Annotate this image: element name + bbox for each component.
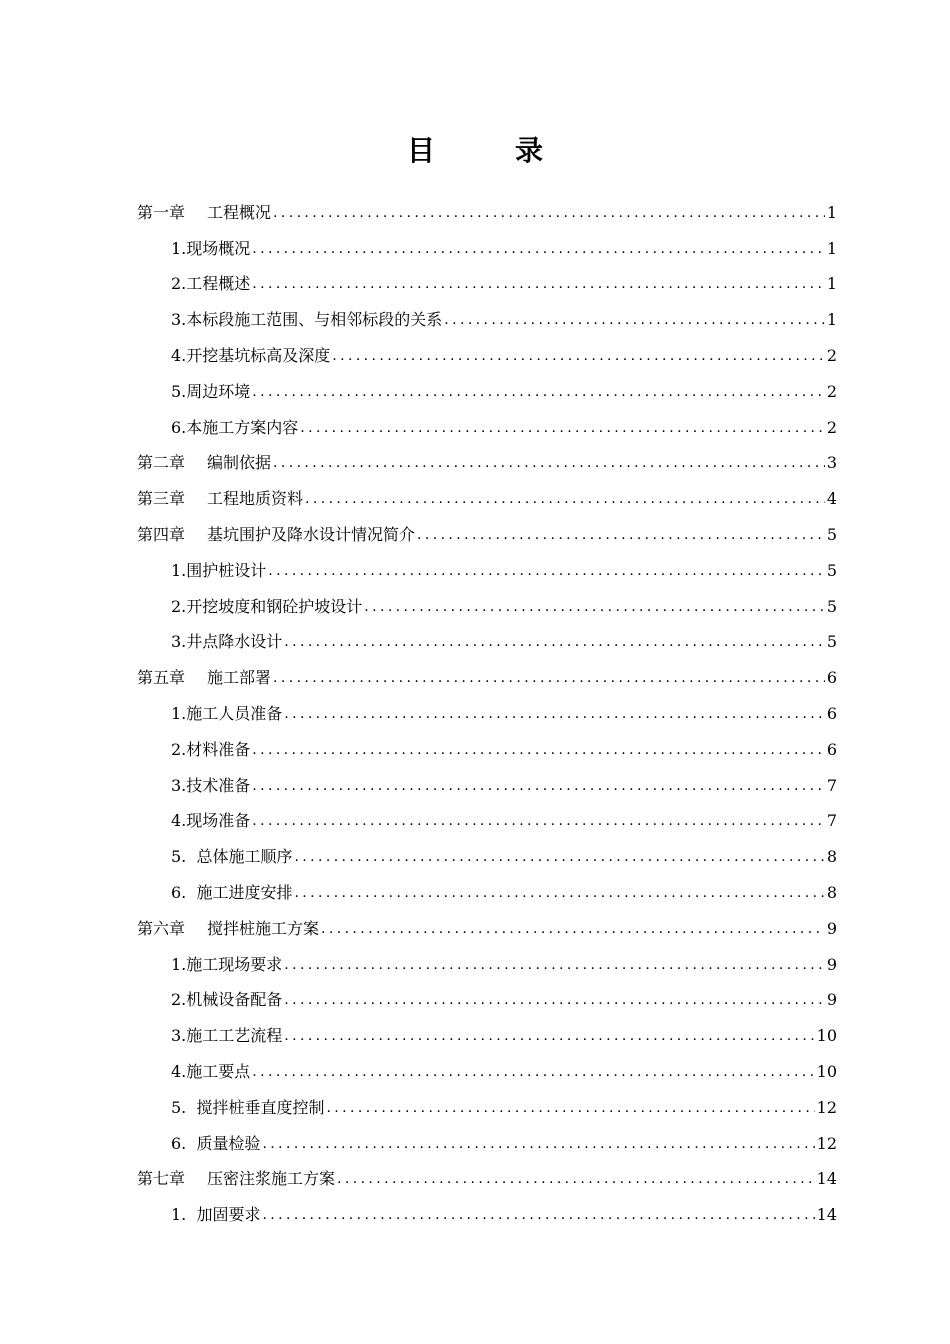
toc-page-number: 10 [816, 1026, 837, 1046]
toc-chapter-entry[interactable] [137, 904, 837, 940]
toc-entry-label: 编制依据 [207, 453, 272, 473]
toc-entry-title [171, 1133, 260, 1155]
toc-entry-label: 3.本标段施工范围、与相邻标段的关系 [171, 310, 443, 330]
toc-leader-dots [284, 989, 825, 1011]
toc-entry-title [171, 631, 282, 653]
toc-leader-dots [284, 703, 825, 725]
toc-leader-dots [273, 202, 825, 224]
toc-page-number: 1 [826, 310, 837, 330]
toc-leader-dots [268, 560, 825, 582]
toc-leader-dots [273, 452, 825, 474]
toc-section-entry[interactable] [137, 832, 837, 868]
toc-page-number: 14 [816, 1169, 837, 1189]
toc-leader-dots [252, 238, 825, 260]
toc-section-entry[interactable] [137, 761, 837, 797]
toc-entry-label: 1.现场概况 [171, 238, 251, 258]
toc-page-number: 7 [826, 775, 837, 795]
toc-leader-dots [305, 488, 825, 510]
toc-page-number: 5 [826, 632, 837, 652]
toc-section-entry[interactable] [137, 260, 837, 296]
toc-chapter-number: 第二章 [137, 453, 186, 473]
toc-section-entry[interactable] [137, 940, 837, 976]
toc-section-entry[interactable] [137, 976, 837, 1012]
toc-page-number: 9 [826, 954, 837, 974]
toc-entry-title [171, 1204, 260, 1226]
toc-page-number: 6 [826, 703, 837, 723]
toc-entry-label: 6. 施工进度安排 [171, 882, 293, 902]
toc-page-number: 14 [816, 1205, 837, 1225]
toc-chapter-number: 第六章 [137, 918, 186, 938]
toc-page-number: 8 [826, 882, 837, 902]
toc-page-number: 9 [826, 990, 837, 1010]
toc-section-entry[interactable] [137, 797, 837, 833]
toc-entry-label: 5.周边环境 [171, 381, 251, 401]
toc-entry-label: 2.材料准备 [171, 739, 251, 759]
toc-leader-dots [321, 918, 825, 940]
toc-entry-title [171, 882, 292, 904]
toc-page-number: 5 [826, 560, 837, 580]
toc-section-entry[interactable] [137, 1083, 837, 1119]
toc-entry-title [171, 381, 250, 403]
toc-entry-label: 5. 总体施工顺序 [171, 847, 293, 867]
toc-leader-dots [294, 882, 824, 904]
toc-section-entry[interactable] [137, 224, 837, 260]
toc-entry-title [137, 452, 271, 474]
toc-chapter-entry[interactable] [137, 439, 837, 475]
toc-page-number: 12 [816, 1097, 837, 1117]
toc-page-number: 7 [826, 811, 837, 831]
toc-entry-title [171, 846, 292, 868]
toc-section-entry[interactable] [137, 582, 837, 618]
toc-entry-title [171, 1097, 324, 1119]
toc-page-number: 6 [826, 739, 837, 759]
toc-section-entry[interactable] [137, 546, 837, 582]
toc-entry-title [171, 1025, 282, 1047]
toc-leader-dots [262, 1204, 814, 1226]
toc-chapter-entry[interactable] [137, 474, 837, 510]
toc-page-number: 5 [826, 596, 837, 616]
toc-entry-title [171, 739, 250, 761]
toc-leader-dots [284, 631, 825, 653]
toc-page-number: 6 [826, 668, 837, 688]
toc-entry-label: 6. 质量检验 [171, 1133, 261, 1153]
toc-entry-label: 压密注浆施工方案 [207, 1169, 336, 1189]
toc-page-number: 1 [826, 238, 837, 258]
toc-page-number: 9 [826, 918, 837, 938]
toc-section-entry[interactable] [137, 367, 837, 403]
toc-page-number: 2 [826, 417, 837, 437]
toc-chapter-number: 第三章 [137, 489, 186, 509]
toc-entry-title [171, 954, 282, 976]
toc-entry-label: 3.井点降水设计 [171, 632, 283, 652]
toc-page-number: 5 [826, 524, 837, 544]
toc-page-number: 1 [826, 274, 837, 294]
toc-entry-title [171, 775, 250, 797]
toc-leader-dots [273, 667, 825, 689]
toc-section-entry[interactable] [137, 1119, 837, 1155]
toc-page-number: 8 [826, 847, 837, 867]
toc-page-number: 2 [826, 345, 837, 365]
toc-entry-label: 工程地质资料 [207, 489, 304, 509]
toc-leader-dots [252, 810, 825, 832]
toc-leader-dots [284, 954, 825, 976]
toc-entry-title [171, 417, 298, 439]
toc-leader-dots [252, 739, 825, 761]
toc-section-entry[interactable] [137, 1190, 837, 1226]
toc-entry-label: 1.施工现场要求 [171, 954, 283, 974]
toc-entry-title [171, 345, 330, 367]
toc-entry-title [171, 273, 250, 295]
toc-leader-dots [417, 524, 825, 546]
toc-leader-dots [294, 846, 824, 868]
toc-entry-title [137, 1168, 335, 1190]
toc-section-entry[interactable] [137, 1011, 837, 1047]
toc-entry-label: 基坑围护及降水设计情况简介 [207, 524, 416, 544]
toc-entry-label: 6.本施工方案内容 [171, 417, 299, 437]
toc-page-number: 3 [826, 453, 837, 473]
toc-entry-title [137, 202, 271, 224]
toc-leader-dots [364, 596, 825, 618]
toc-section-entry[interactable] [137, 689, 837, 725]
toc-section-entry[interactable] [137, 725, 837, 761]
toc-chapter-number: 第五章 [137, 668, 186, 688]
toc-entry-title [171, 703, 282, 725]
toc-entry-title [171, 1061, 250, 1083]
toc-section-entry[interactable] [137, 331, 837, 367]
toc-leader-dots [332, 345, 825, 367]
toc-entry-title [171, 560, 266, 582]
toc-section-entry[interactable] [137, 295, 837, 331]
toc-leader-dots [252, 381, 825, 403]
toc-entry-label: 5. 搅拌桩垂直度控制 [171, 1097, 325, 1117]
toc-entry-title [171, 989, 282, 1011]
toc-entry-title [171, 596, 362, 618]
toc-chapter-number: 第一章 [137, 202, 186, 222]
toc-section-entry[interactable] [137, 618, 837, 654]
toc-entry-label: 搅拌桩施工方案 [207, 918, 320, 938]
toc-entry-label: 工程概况 [207, 202, 272, 222]
toc-leader-dots [444, 309, 825, 331]
toc-entry-label: 3.施工工艺流程 [171, 1026, 283, 1046]
toc-leader-dots [326, 1097, 814, 1119]
toc-entry-label: 4.开挖基坑标高及深度 [171, 345, 331, 365]
toc-entry-label: 2.工程概述 [171, 274, 251, 294]
toc-entry-label: 施工部署 [207, 668, 272, 688]
toc-entry-label: 1.施工人员准备 [171, 703, 283, 723]
toc-leader-dots [284, 1025, 814, 1047]
toc-page-number: 1 [826, 202, 837, 222]
toc-section-entry[interactable] [137, 868, 837, 904]
toc-entry-label: 3.技术准备 [171, 775, 251, 795]
toc-leader-dots [337, 1168, 815, 1190]
page-title: 目 录 [406, 134, 569, 167]
toc-leader-dots [300, 417, 825, 439]
toc-page-number: 2 [826, 381, 837, 401]
toc-chapter-entry[interactable] [137, 1155, 837, 1191]
toc-chapter-entry[interactable] [137, 188, 837, 224]
toc-entry-label: 4.施工要点 [171, 1061, 251, 1081]
toc-section-entry[interactable] [137, 403, 837, 439]
toc-chapter-number: 第七章 [137, 1169, 186, 1189]
toc-entry-label: 1.围护桩设计 [171, 560, 267, 580]
toc-chapter-entry[interactable] [137, 653, 837, 689]
toc-entry-title [137, 524, 415, 546]
toc-section-entry[interactable] [137, 1047, 837, 1083]
toc-entry-title [171, 238, 250, 260]
toc-leader-dots [252, 775, 825, 797]
toc-chapter-number: 第四章 [137, 524, 186, 544]
toc-entry-title [137, 667, 271, 689]
toc-entry-label: 2.机械设备配备 [171, 990, 283, 1010]
table-of-contents [137, 188, 837, 1226]
toc-chapter-entry[interactable] [137, 510, 837, 546]
toc-entry-label: 2.开挖坡度和钢砼护坡设计 [171, 596, 363, 616]
toc-leader-dots [252, 273, 825, 295]
toc-page-number: 10 [816, 1061, 837, 1081]
toc-leader-dots [262, 1133, 814, 1155]
toc-entry-label: 4.现场准备 [171, 811, 251, 831]
toc-page-number: 12 [816, 1133, 837, 1153]
toc-entry-title [171, 309, 442, 331]
toc-page-number: 4 [826, 489, 837, 509]
toc-entry-label: 1. 加固要求 [171, 1205, 261, 1225]
toc-entry-title [137, 488, 303, 510]
toc-entry-title [137, 918, 319, 940]
toc-leader-dots [252, 1061, 814, 1083]
toc-entry-title [171, 810, 250, 832]
